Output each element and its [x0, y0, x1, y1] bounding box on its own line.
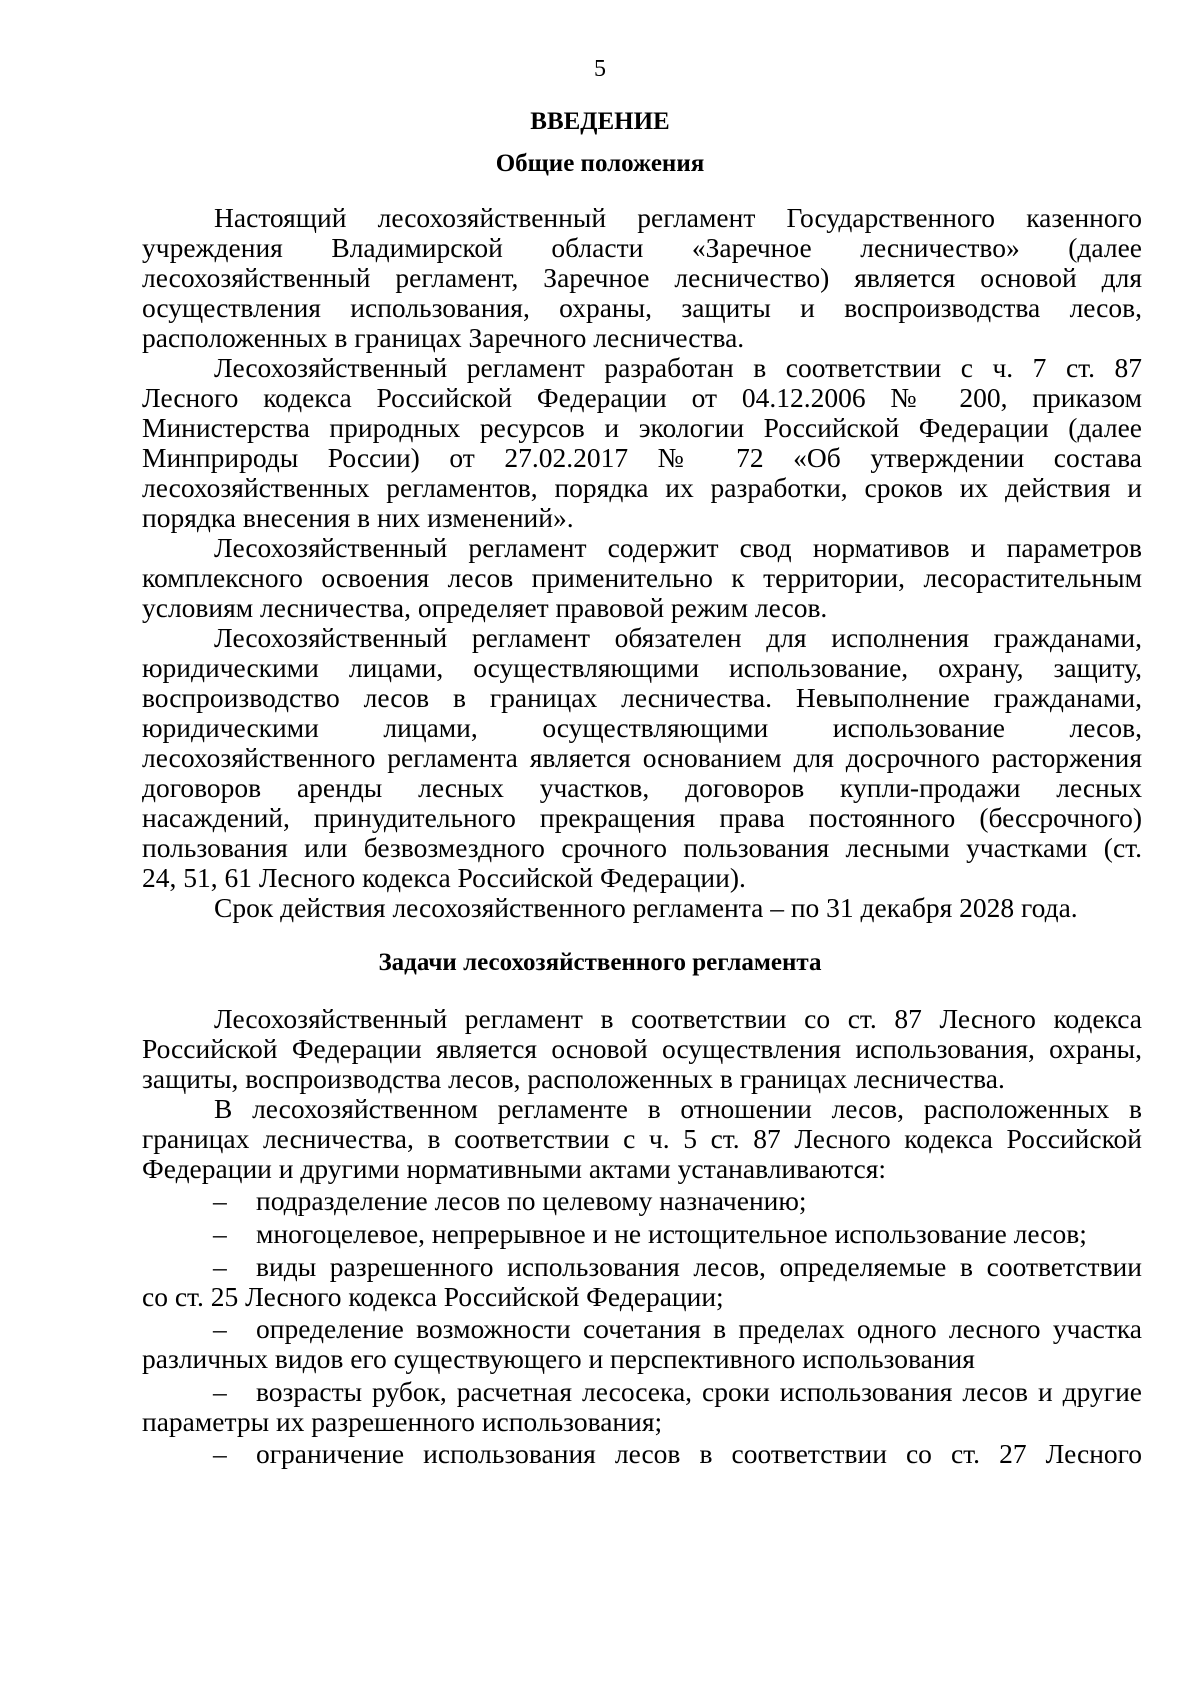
paragraph-line: осуществления использования, охраны, защиты и воспроизводства лесов,: [142, 292, 1142, 323]
paragraph-line: условиям лесничества, определяет правовой режим лесов.: [142, 592, 828, 623]
paragraph-line: Федерации и другими нормативными актами устанавливаются:: [142, 1153, 886, 1184]
paragraph-line: порядка внесения в них изменений».: [142, 502, 574, 533]
paragraph-line: границах лесничества, в соответствии с ч. 5 ст. 87 Лесного кодекса Российской: [142, 1123, 1142, 1154]
list-item: многоцелевое, непрерывное и не истощительное использование лесов;: [256, 1218, 1087, 1249]
paragraph-line: насаждений, принудительного прекращения права постоянного (бессрочного): [142, 802, 1142, 833]
paragraph-line: лесохозяйственного регламента является основанием для досрочного расторжения: [142, 742, 1142, 773]
section-heading-introduction: ВВЕДЕНИЕ: [530, 108, 670, 135]
paragraph-line: юридическими лицами, осуществляющими использование лесов,: [142, 712, 1142, 743]
paragraph-line: Срок действия лесохозяйственного регламента – по 31 декабря 2028 года.: [214, 892, 1078, 923]
list-dash: –: [213, 1438, 227, 1469]
paragraph-line: учреждения Владимирской области «Заречное лесничество» (далее: [142, 232, 1142, 263]
paragraph-line: Лесохозяйственный регламент обязателен для исполнения гражданами,: [214, 622, 1142, 653]
paragraph-line: воспроизводство лесов в границах лесничества. Невыполнение гражданами,: [142, 682, 1142, 713]
subheading-regulation-tasks: Задачи лесохозяйственного регламента: [378, 949, 822, 976]
list-item: ограничение использования лесов в соответствии со ст. 27 Лесного: [256, 1438, 1142, 1469]
list-item: возрасты рубок, расчетная лесосека, сроки использования лесов и другие: [256, 1376, 1142, 1407]
paragraph-line: 24, 51, 61 Лесного кодекса Российской Федерации).: [142, 862, 746, 893]
paragraph-line: Лесного кодекса Российской Федерации от 04.12.2006 № 200, приказом: [142, 382, 1142, 413]
subheading-general-provisions: Общие положения: [495, 150, 705, 177]
paragraph-line: лесохозяйственных регламентов, порядка их разработки, сроков их действия и: [142, 472, 1142, 503]
paragraph-line: расположенных в границах Заречного лесничества.: [142, 322, 745, 353]
list-item-continuation: со ст. 25 Лесного кодекса Российской Федерации;: [142, 1281, 724, 1312]
list-dash: –: [213, 1376, 227, 1407]
list-item-continuation: параметры их разрешенного использования;: [142, 1406, 663, 1437]
page-number: 5: [594, 56, 606, 82]
paragraph-line: комплексного освоения лесов применительно к территории, лесорастительным: [142, 562, 1142, 593]
list-dash: –: [213, 1185, 227, 1216]
paragraph-line: Российской Федерации является основой осуществления использования, охраны,: [142, 1033, 1142, 1064]
paragraph-line: юридическими лицами, осуществляющими использование, охрану, защиту,: [142, 652, 1142, 683]
paragraph-line: Лесохозяйственный регламент разработан в соответствии с ч. 7 ст. 87: [214, 352, 1142, 383]
list-dash: –: [213, 1251, 227, 1282]
paragraph-line: Лесохозяйственный регламент содержит свод нормативов и параметров: [214, 532, 1142, 563]
paragraph-line: защиты, воспроизводства лесов, расположенных в границах лесничества.: [142, 1063, 1005, 1094]
list-item-continuation: различных видов его существующего и перспективного использования: [142, 1343, 975, 1374]
paragraph-line: В лесохозяйственном регламенте в отношении лесов, расположенных в: [214, 1093, 1142, 1124]
paragraph-line: лесохозяйственный регламент, Заречное лесничество) является основой для: [142, 262, 1142, 293]
paragraph-line: Настоящий лесохозяйственный регламент Государственного казенного: [214, 202, 1142, 233]
list-dash: –: [213, 1218, 227, 1249]
list-item: определение возможности сочетания в пределах одного лесного участка: [256, 1313, 1142, 1344]
list-item: подразделение лесов по целевому назначению;: [256, 1185, 807, 1216]
list-item: виды разрешенного использования лесов, определяемые в соответствии: [256, 1251, 1142, 1282]
paragraph-line: Минприроды России) от 27.02.2017 № 72 «Об утверждении состава: [142, 442, 1142, 473]
paragraph-line: пользования или безвозмездного срочного пользования лесными участками (ст.: [142, 832, 1142, 863]
list-dash: –: [213, 1313, 227, 1344]
paragraph-line: договоров аренды лесных участков, договоров купли-продажи лесных: [142, 772, 1142, 803]
paragraph-line: Министерства природных ресурсов и экологии Российской Федерации (далее: [142, 412, 1142, 443]
paragraph-line: Лесохозяйственный регламент в соответствии со ст. 87 Лесного кодекса: [214, 1003, 1142, 1034]
